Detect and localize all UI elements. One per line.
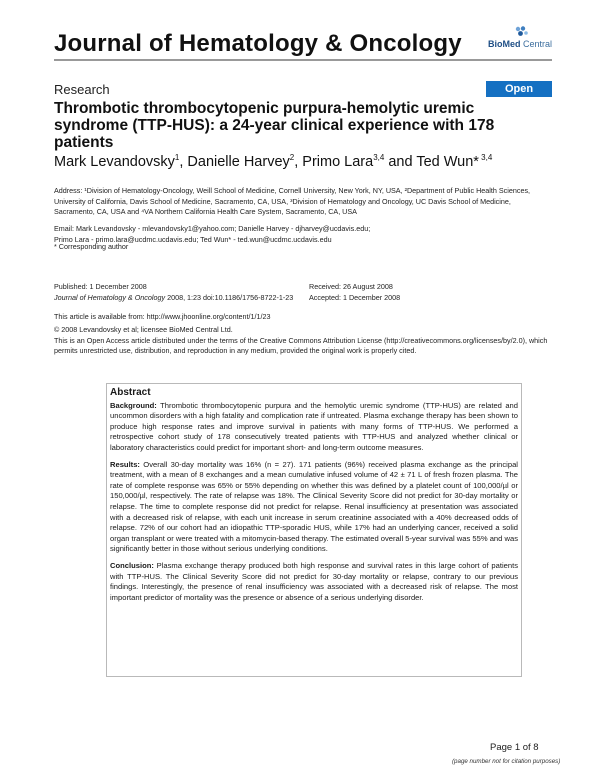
email-line: Email: Mark Levandovsky - mlevandovsky1@yahoo.com; Danielle Harvey - djharvey@ucdavis.edu; (54, 224, 371, 233)
abstract-heading: Abstract (110, 387, 151, 398)
email-line: Primo Lara - primo.lara@ucdmc.ucdavis.edu; Ted Wun* - ted.wun@ucdmc.ucdavis.edu (54, 234, 332, 244)
copyright-line: © 2008 Levandovsky et al; licensee BioMed Central Ltd. (54, 325, 233, 334)
page-number: Page 1 of 8 (490, 742, 539, 753)
author-name: Danielle Harvey (187, 154, 290, 170)
abstract (110, 388, 518, 609)
author-affiliation: 2 (289, 153, 295, 162)
author-affiliation: 1 (174, 153, 180, 162)
article-url[interactable]: This article is available from: http://www.jhoonline.org/content/1/1/23 (54, 312, 271, 321)
open-access-badge: Open Access (486, 81, 552, 97)
author-addresses: Address: ¹Division of Hematology-Oncology, Weill School of Medicine, Cornell University, New York, NY, USA, ²Department of Public Health Sciences, University of California, Davis School of Medicine, Sacramento, CA, USA, ³Division of Hematology and Oncology, UC Davis School of Medicine, Sacramento, CA, USA and ⁴VA Northern California Health Care System, Sacramento, CA, USA (54, 186, 531, 216)
received-date: Received: 26 August 2008 (309, 282, 393, 291)
author-affiliation: 3,4 (478, 153, 493, 162)
publisher-logo[interactable] (488, 26, 552, 56)
author-name: Mark Levandovsky (54, 154, 175, 170)
author-affiliation: 3,4 (373, 153, 385, 162)
author-list: Mark Levandovsky$^1$, Danielle Harvey$^2$, Primo Lara$^{3,4}$ and Ted Wun* $^{3,4}$ (54, 153, 493, 170)
page-number-note: (page number not for citation purposes) (452, 758, 561, 765)
accepted-date: Accepted: 1 December 2008 (309, 292, 401, 302)
article-title: Thrombotic thrombocytopenic purpura-hemolytic uremic syndrome (TTP-HUS): a 24-year clinical experience with 178 patients (54, 100, 495, 151)
abstract-results: Results: Overall 30-day mortality was 16% (n = 27). 171 patients (96%) received plasma exchange as the principal treatment, with a mean of 8 exchanges and a mean cumulative infused volume of 42 ± 71 L of fresh frozen plasma. The rate of complete response was 65% or 55% depending on whether this was defined by a platelet count of 100,000/µl or 150,000/µl, respectively. The rate of relapse was 18%. The Clinical Severity Score did not predict for 30-day mortality or relapse. The time to complete response did not predict for relapse. Renal insufficiency at presentation was associated with a decreased risk of relapse, with each unit increase in serum creatinine associated with a 40% decreased odds of relapse. 72% of our cohort had an idiopathic TTP-sporadic HUS, while 17% had an underlying cancer, received a solid organ transplant or were treated with a mitomycin-based therapy. The estimated overall 5-year survival was 55% and was significantly better in those without serious underlying conditions. (110, 459, 518, 554)
abstract-conclusion: Conclusion: Plasma exchange therapy produced both high response and survival rates in this large cohort of patients with TTP-HUS. The Clinical Severity Score did not predict for 30-day mortality or relapse, contrary to our previous findings. Interestingly, the presence of renal insufficiency was associated with a decreased risk of relapse. The most important predictor of mortality was the presence or absence of a serious underlying disorder. (110, 560, 518, 602)
journal-title: Journal of Hematology & Oncology (54, 30, 462, 57)
abstract-background: Background: Thrombotic thrombocytopenic purpura and the hemolytic uremic syndrome (TTP-HUS) are related and uncommon disorders with a high fatality and complication rate if untreated. Plasma exchange therapy has been shown to produce high response rates and improve survival in patients with many forms of TTP-HUS. We performed a retrospective cohort study of 178 consecutively treated patients with TTP-HUS and analyzed whether clinical or laboratory characteristics could predict for important short- and long-term outcome measures. (110, 400, 518, 452)
header-divider (54, 59, 552, 61)
author-emails (54, 224, 552, 245)
biomed-logo-icon (515, 26, 529, 38)
published-date: Published: 1 December 2008 (54, 282, 147, 291)
author-name: Primo Lara (302, 154, 374, 170)
copyright-notice (54, 325, 552, 357)
section-label: Research (54, 82, 110, 97)
citation: Journal of Hematology & Oncology 2008, 1:23 doi:10.1186/1756-8722-1-23 (54, 292, 294, 302)
publisher-name: BioMed Central (488, 39, 553, 49)
corresponding-author-note: * Corresponding author (54, 242, 129, 251)
license-statement: This is an Open Access article distributed under the terms of the Creative Commons Attribution License (http://creativecommons.org/licenses/by/2.0), which permits unrestricted use, distribution, and reproduction in any medium, provided the original work is properly cited. (54, 335, 548, 355)
author-name: Ted Wun* (416, 154, 479, 170)
